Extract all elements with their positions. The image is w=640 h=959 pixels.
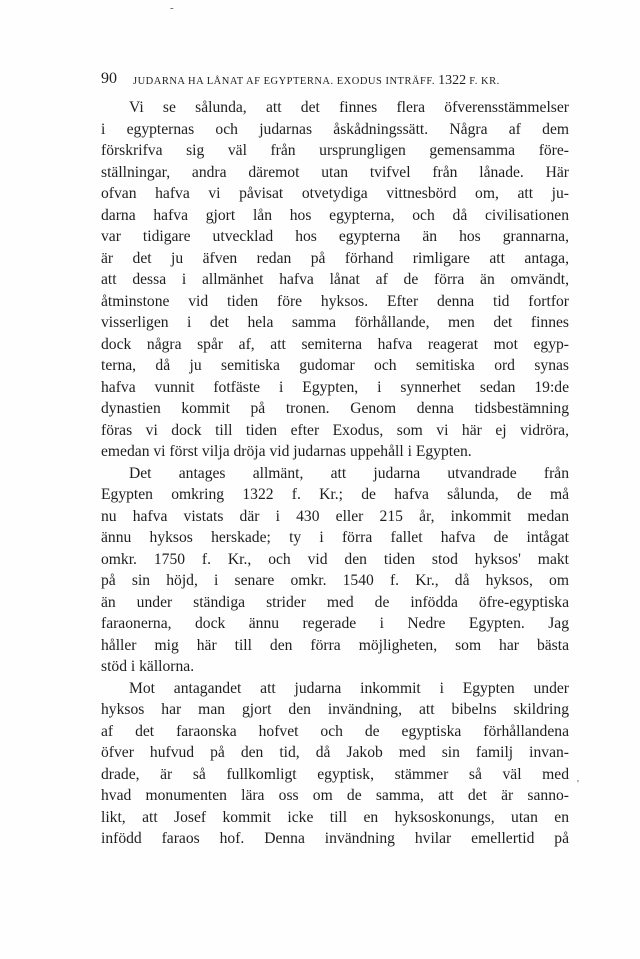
text-line: i egypternas och judarnas åskådningssätt. Några af dem — [101, 120, 569, 138]
text-line: dock några spår af, att semiterna hafva reagerat mot egyp- — [101, 335, 569, 353]
page-mark-right: ' — [577, 778, 579, 790]
text-line: emedan vi först vilja dröja vid judarnas uppehåll i Egypten. — [101, 443, 472, 460]
text-line: likt, att Josef kommit icke till en hyksoskonungs, utan en — [101, 808, 569, 826]
text-line: håller mig här till den förra möjligheten, som har bästa — [101, 636, 569, 654]
text-line: att dessa i allmänhet hafva lånat af de förra än omvändt, — [101, 271, 569, 288]
running-head-era: F. KR. — [469, 76, 500, 87]
text-line: föras vi dock till tiden efter Exodus, som vi här ej vidröra, — [101, 421, 569, 439]
page-number: 90 — [101, 70, 117, 87]
text-line: öfver hufvud på den tid, då Jakob med sin familj invan- — [101, 744, 569, 761]
running-head — [133, 73, 500, 89]
text-line: hafva vunnit fotfäste i Egypten, i synnerhet sedan 19:de — [101, 378, 569, 396]
text-line: ställningar, andra däremot utan tvifvel från lånade. Här — [101, 163, 569, 181]
text-line: Mot antagandet att judarna inkommit i Egypten under — [129, 679, 569, 697]
text-line: af det faraonska hofvet och de egyptiska förhållandena — [101, 722, 569, 740]
text-line: hvad monumenten lära oss om de samma, att det är sanno- — [101, 787, 569, 804]
text-line: omkr. 1750 f. Kr., och vid den tiden stod hyksos' makt — [101, 550, 569, 568]
text-line: förskrifva sig väl från ursprungligen gemensamma före- — [101, 142, 569, 159]
text-line: infödd faraos hof. Denna invändning hvilar emellertid på — [101, 830, 569, 847]
text-line: visserligen i det hela samma förhållande, men det finnes — [101, 314, 569, 331]
page-mark-top: - — [170, 2, 174, 14]
text-line: är det ju äfven redan på förhand rimligare att antaga, — [101, 249, 569, 267]
page-header — [101, 70, 569, 90]
text-line: ofvan hafva vi påvisat otvetydiga vittnesbörd om, att ju- — [101, 185, 569, 202]
text-line: nu hafva vistats där i 430 eller 215 år, inkommit medan — [101, 507, 569, 525]
text-line: Vi se sålunda, att det finnes flera öfverensstämmelser — [129, 99, 569, 116]
text-line: på sin höjd, i senare omkr. 1540 f. Kr., då hyksos, om — [101, 572, 569, 589]
text-line: drade, är så fullkomligt egyptisk, stämmer så väl med — [101, 765, 569, 783]
text-line: dynastien kommit på tronen. Genom denna tidsbestämning — [101, 400, 569, 417]
text-line: åtminstone vid tiden före hyksos. Efter denna tid fortfor — [101, 292, 569, 310]
text-line: Det antages allmänt, att judarna utvandrade från — [129, 464, 569, 482]
body-text — [101, 97, 569, 850]
text-line: hyksos har man gjort den invändning, att bibelns skildring — [101, 701, 569, 718]
text-line: faraonerna, dock ännu regerade i Nedre Egypten. Jag — [101, 615, 569, 632]
text-line: var tidigare utvecklad hos egypterna än hos grannarna, — [101, 228, 569, 245]
text-line: Egypten omkring 1322 f. Kr.; de hafva sålunda, de må — [101, 486, 569, 503]
text-line: stöd i källorna. — [101, 658, 195, 675]
text-line: darna hafva gjort lån hos egypterna, och då civilisationen — [101, 206, 569, 224]
running-head-title: JUDARNA HA LÅNAT AF EGYPTERNA. EXODUS INTRÄFF. — [133, 76, 435, 87]
text-line: terna, då ju semitiska gudomar och semitiska ord synas — [101, 357, 569, 374]
text-line: ännu hyksos herskade; ty i förra fallet hafva de intågat — [101, 529, 569, 546]
running-head-year: 1322 — [438, 73, 467, 88]
text-line: än under ständiga strider med de infödda öfre-egyptiska — [101, 593, 569, 611]
